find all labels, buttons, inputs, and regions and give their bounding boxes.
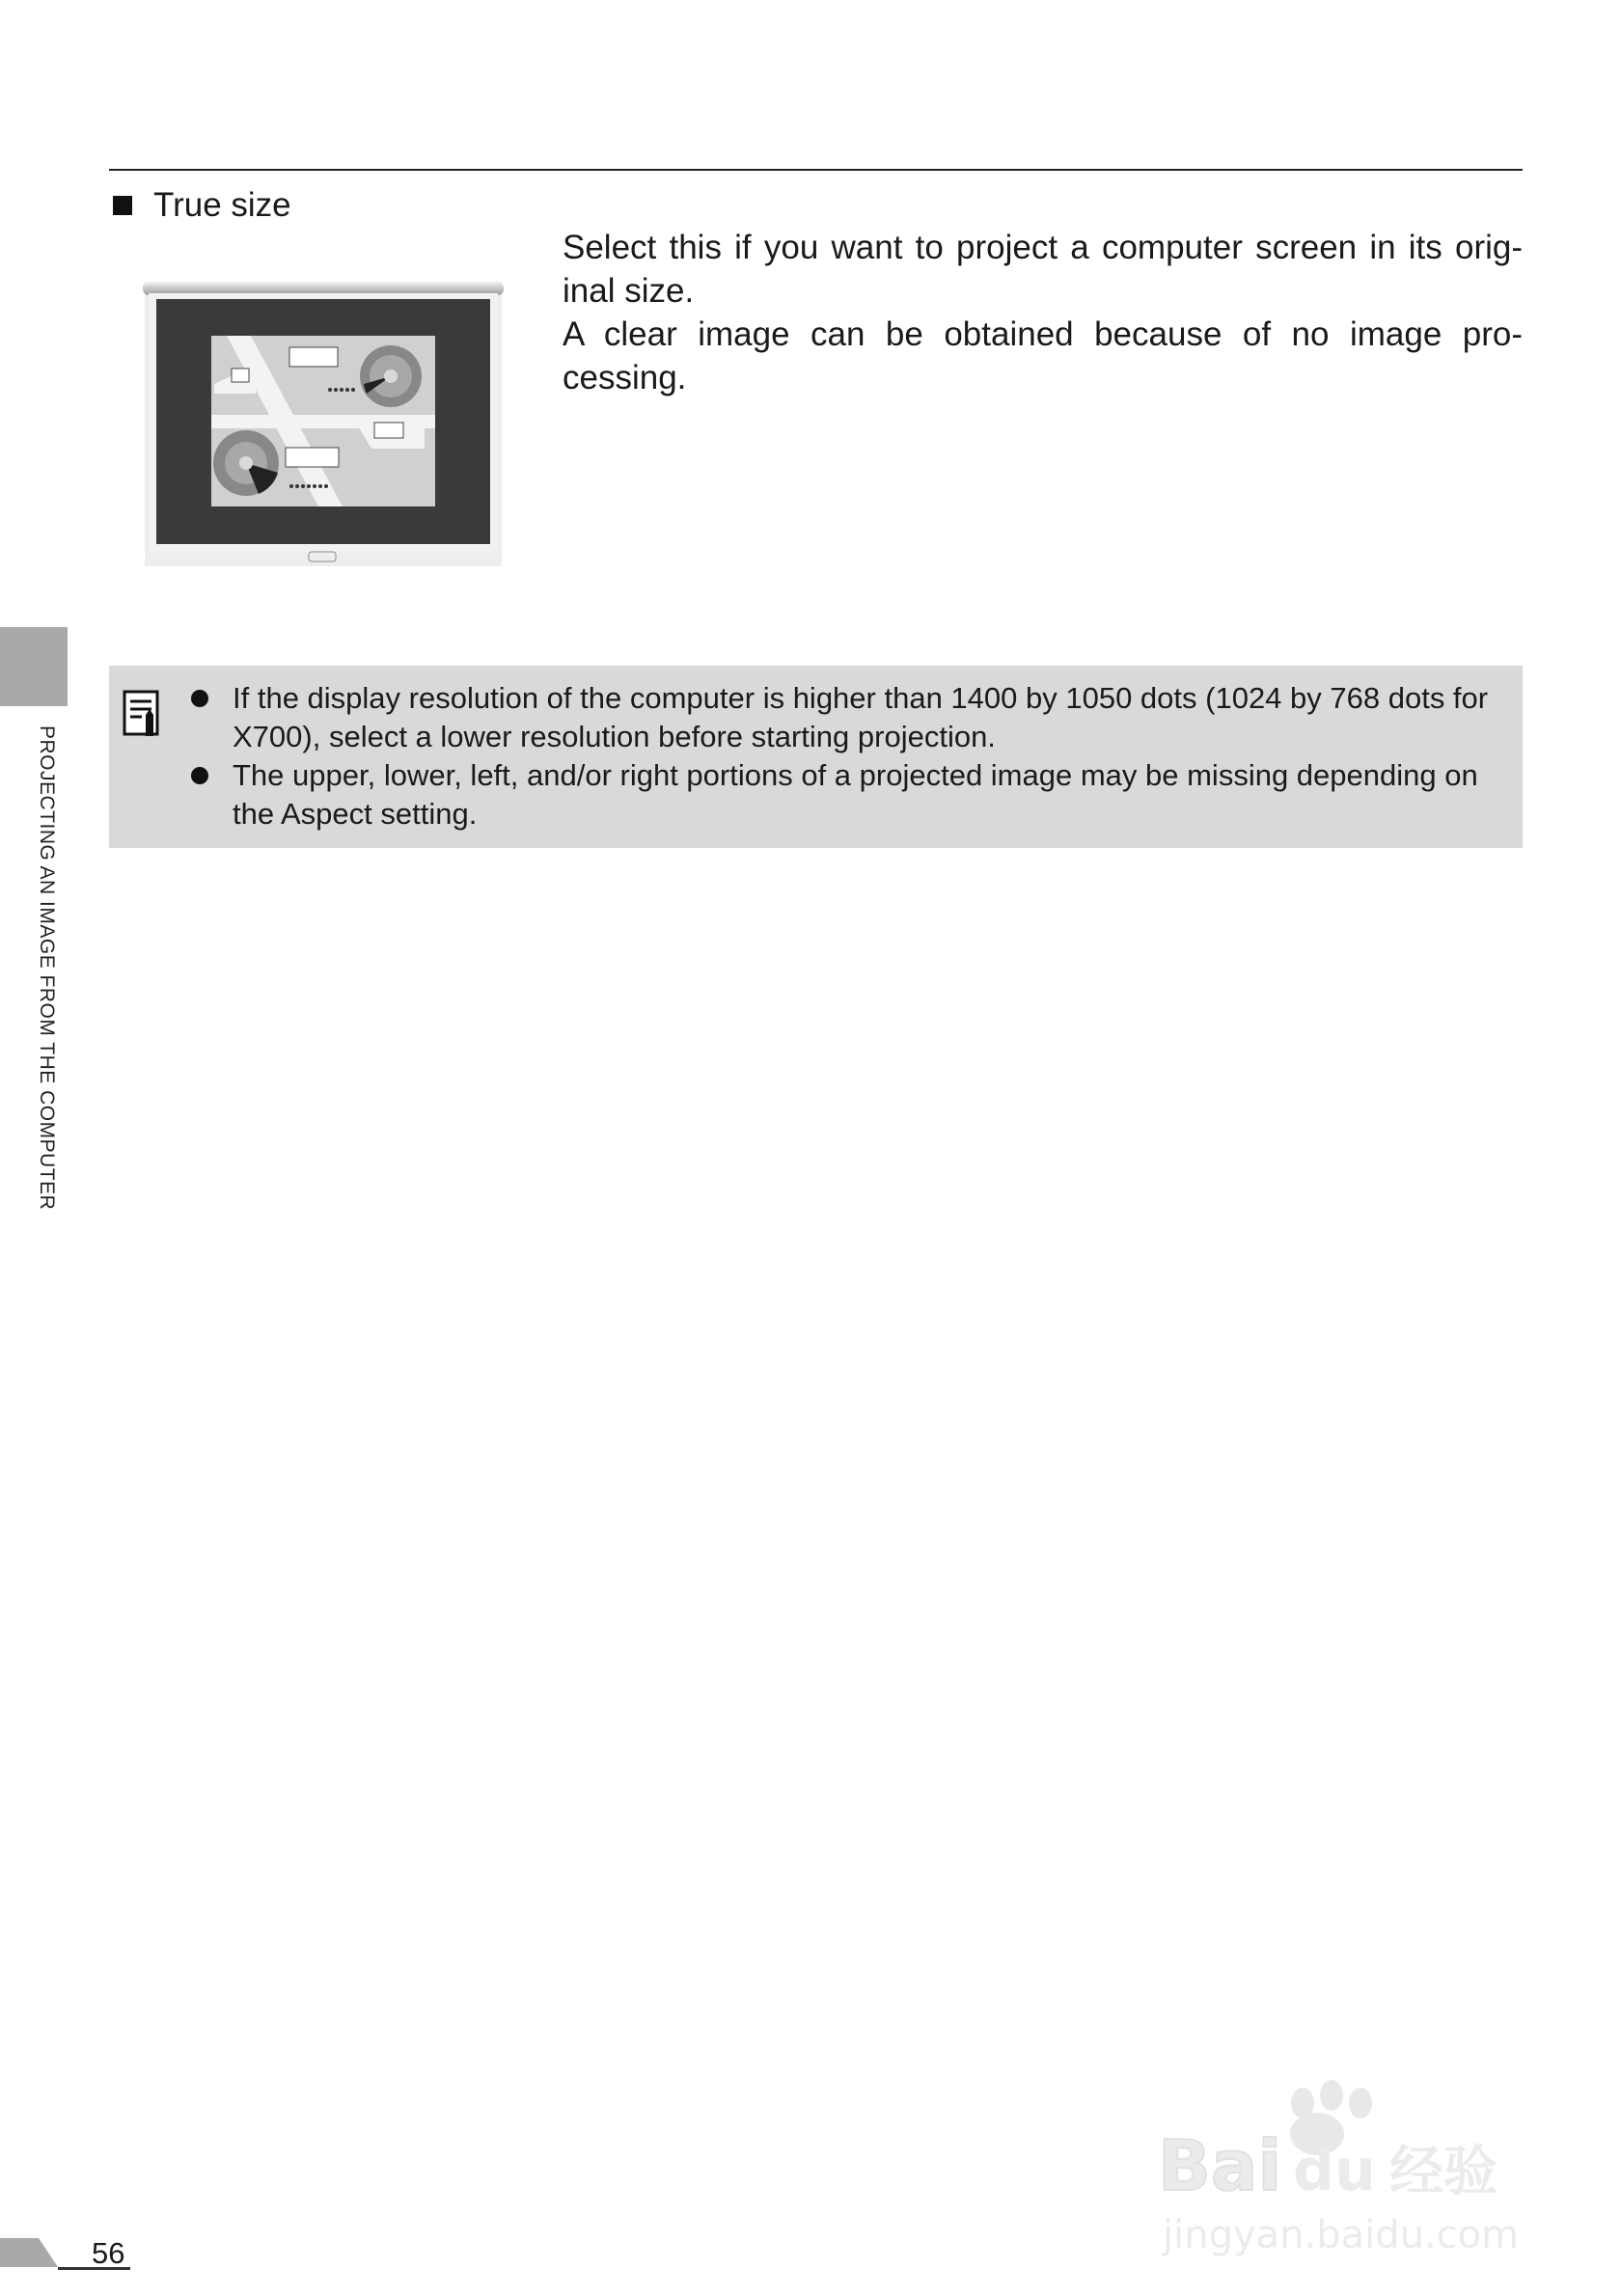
projection-screen-illustration — [135, 270, 511, 579]
svg-text:du: du — [1293, 2137, 1376, 2204]
square-bullet-icon — [113, 196, 132, 215]
svg-text:经验: 经验 — [1389, 2141, 1497, 2203]
note-list — [191, 679, 1508, 834]
page-number: 56 — [92, 2236, 125, 2270]
section-heading-text: True size — [153, 186, 291, 224]
chapter-label: PROJECTING AN IMAGE FROM THE COMPUTER — [36, 725, 58, 1211]
body-paragraph-2: A clear image can be obtained because of no image pro-cessing. — [563, 315, 1523, 396]
top-rule — [109, 169, 1523, 171]
note-box — [109, 666, 1523, 848]
svg-text:Bai: Bai — [1158, 2125, 1282, 2206]
memo-pencil-icon — [123, 690, 161, 738]
note-item — [191, 756, 1508, 834]
note-item — [191, 679, 1508, 756]
body-paragraph-1: Select this if you want to project a computer screen in its orig-inal size. — [563, 229, 1523, 310]
note-item-text: If the display resolution of the computer is higher than 1400 by 1050 dots (1024 by 768 dots for X700), select a lower resolution before starting projection. — [233, 681, 1489, 753]
chapter-tab — [0, 627, 68, 706]
baidu-watermark — [1158, 2074, 1553, 2257]
bullet-dot-icon — [191, 690, 208, 707]
note-item-text: The upper, lower, left, and/or right portions of a projected image may be missing depending on the Aspect setting. — [233, 758, 1478, 831]
bullet-dot-icon — [191, 767, 208, 784]
section-body — [563, 226, 1523, 399]
svg-text:jingyan.baidu.com: jingyan.baidu.com — [1163, 2213, 1520, 2257]
section-heading — [113, 186, 291, 225]
